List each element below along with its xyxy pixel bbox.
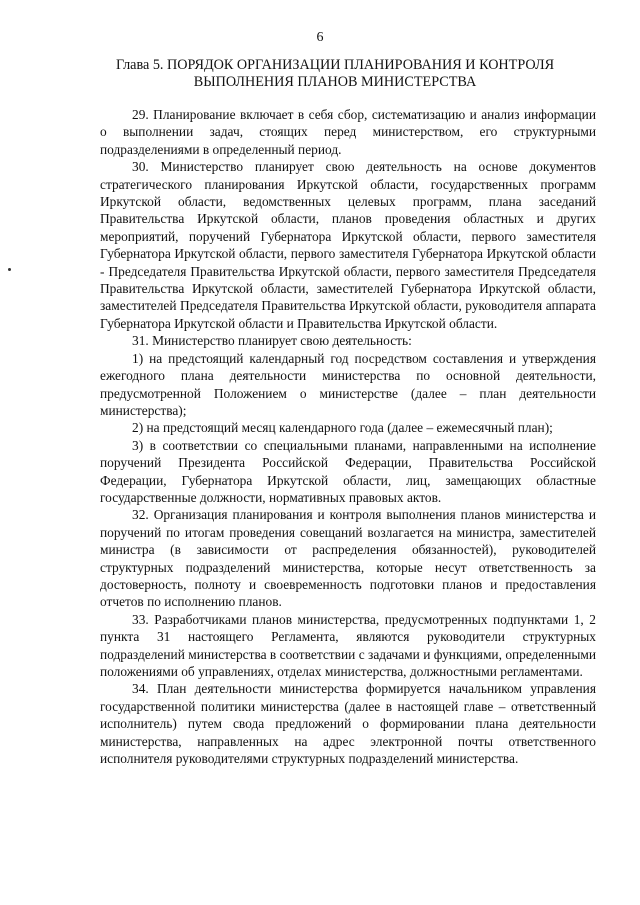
paragraph-33: 33. Разработчиками планов министерства, предусмотренных подпунктами 1, 2 пункта 31 настоящего Регламента, являются руководители структурных подразделений министерства в соответствии с задачами и функциями, определенными положениями об управлениях, отделах министерства, должностными регламентами. (100, 611, 596, 679)
page-number: 6 (316, 30, 324, 45)
paragraph-32: 32. Организация планирования и контроля выполнения планов министерства и поручений по итогам проведения совещаний возлагается на министра, заместителей министра (в зависимости от распределения обязанностей), руководителей структурных подразделений министерства, которые несут ответственность за достоверность, полноту и своевременность подготовки планов и предоставления отчетов по исполнению планов. (100, 507, 596, 610)
paragraph-29: 29. Планирование включает в себя сбор, систематизацию и анализ информации о выполнении задач, стоящих перед министерством, его структурными подразделениями в определенный период. (100, 107, 596, 157)
paragraph-34: 34. План деятельности министерства формируется начальником управления государственной политики министерства (далее в настоящей главе – ответственный исполнитель) путем свода предложений о формировании плана деятельности министерства, направленных на адрес электронной почты ответственного исполнителя руководителями структурных подразделений министерства. (100, 681, 596, 767)
paragraph-31-item-3: 3) в соответствии со специальными планами, направленными на исполнение поручений Президента Российской Федерации, Правительства Российской Федерации, Губернатора Иркутской области, лиц, замещающих областные государственные должности, нормативных правовых актов. (100, 437, 596, 505)
paragraph-31-item-1: 1) на предстоящий календарный год посредством составления и утверждения ежегодного плана деятельности министерства по основной деятельности, предусмотренной Положением о министерстве (далее – план деятельности министерства); (100, 350, 596, 418)
paragraph-30: 30. Министерство планирует свою деятельность на основе документов стратегического планирования Иркутской области, государственных программ Иркутской области, ведомственных целевых программ, плана заседаний Правительства Иркутской области, планов проведения областных и других мероприятий, поручений Губернатора Иркутской области, первого заместителя Губернатора Иркутской области, первого заместителя Губернатора Иркутской области - Председателя Правительства Иркутской области, первого заместителя Председателя Правительства Иркутской области, заместителей Губернатора Иркутской области, заместителей Председателя Правительства Иркутской области, руководителя аппарата Губернатора Иркутской области и Правительства Иркутской области. (100, 159, 596, 331)
margin-dot (8, 268, 11, 271)
paragraph-31-item-2: 2) на предстоящий месяц календарного года (далее – ежемесячный план); (132, 420, 553, 436)
chapter-title: Глава 5. ПОРЯДОК ОРГАНИЗАЦИИ ПЛАНИРОВАНИЯ И КОНТРОЛЯ ВЫПОЛНЕНИЯ ПЛАНОВ МИНИСТЕРСТВА (115, 57, 555, 90)
paragraph-31: 31. Министерство планирует свою деятельность: (132, 333, 412, 349)
document-body (100, 106, 596, 767)
